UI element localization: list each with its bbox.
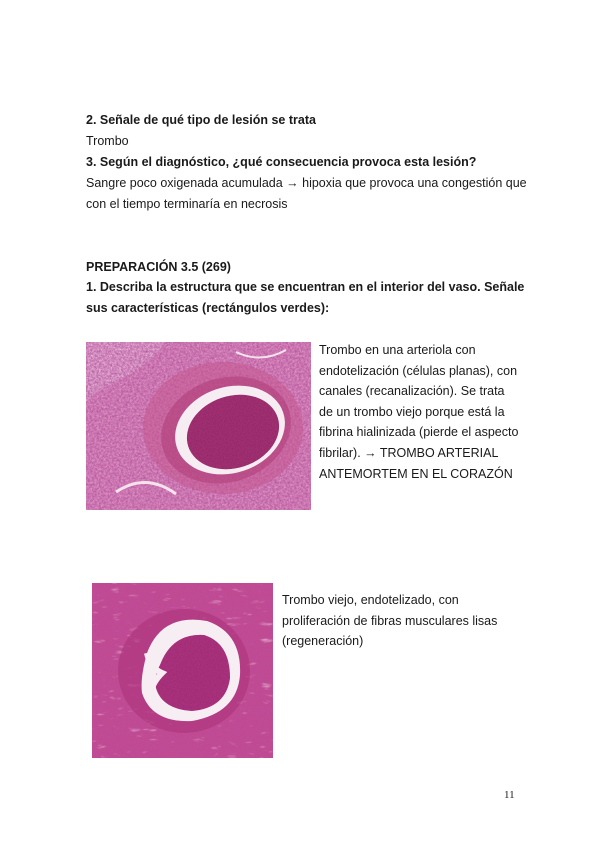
figure-1-caption-line-4: de un trombo viejo porque está la [319,404,505,419]
micrograph-arteriole-thrombus [86,342,311,510]
question-2-heading: 2. Señale de qué tipo de lesión se trata [86,113,316,127]
preparation-question-line-1: 1. Describa la estructura que se encuentran en el interior del vaso. Señale [86,280,525,294]
preparation-title: PREPARACIÓN 3.5 (269) [86,260,231,274]
question-3-answer-line-1: Sangre poco oxigenada acumulada → hipoxia que provoca una congestión que [86,176,527,190]
figure-1-caption-line-2: endotelización (células planas), con [319,363,518,378]
micrograph-2-svg [92,583,273,758]
micrograph-endothelized-thrombus [92,583,273,758]
figure-2-caption-line-1: Trombo viejo, endotelizado, con [282,593,459,607]
page-number: 11 [504,789,515,801]
figure-1-caption-line-3: canales (recanalización). Se trata [319,384,505,399]
micrograph-1-svg [86,342,311,510]
preparation-question-line-2: sus características (rectángulos verdes): [86,301,330,315]
question-3-answer-line-2: con el tiempo terminaría en necrosis [86,197,288,211]
figure-1-caption-line-1: Trombo en una arteriola con [319,343,476,357]
question-2-answer: Trombo [86,134,129,148]
question-3-heading: 3. Según el diagnóstico, ¿qué consecuencia provoca esta lesión? [86,155,477,169]
figure-1-caption-line-7: ANTEMORTEM EN EL CORAZÓN [319,466,513,481]
figure-2-caption-line-3: (regeneración) [282,634,364,649]
figure-1-caption-line-6: fibrilar). → TROMBO ARTERIAL [319,446,499,460]
figure-2-caption-line-2: proliferación de fibras musculares lisas [282,613,498,628]
figure-1-caption-line-5: fibrina hialinizada (pierde el aspecto [319,425,519,440]
